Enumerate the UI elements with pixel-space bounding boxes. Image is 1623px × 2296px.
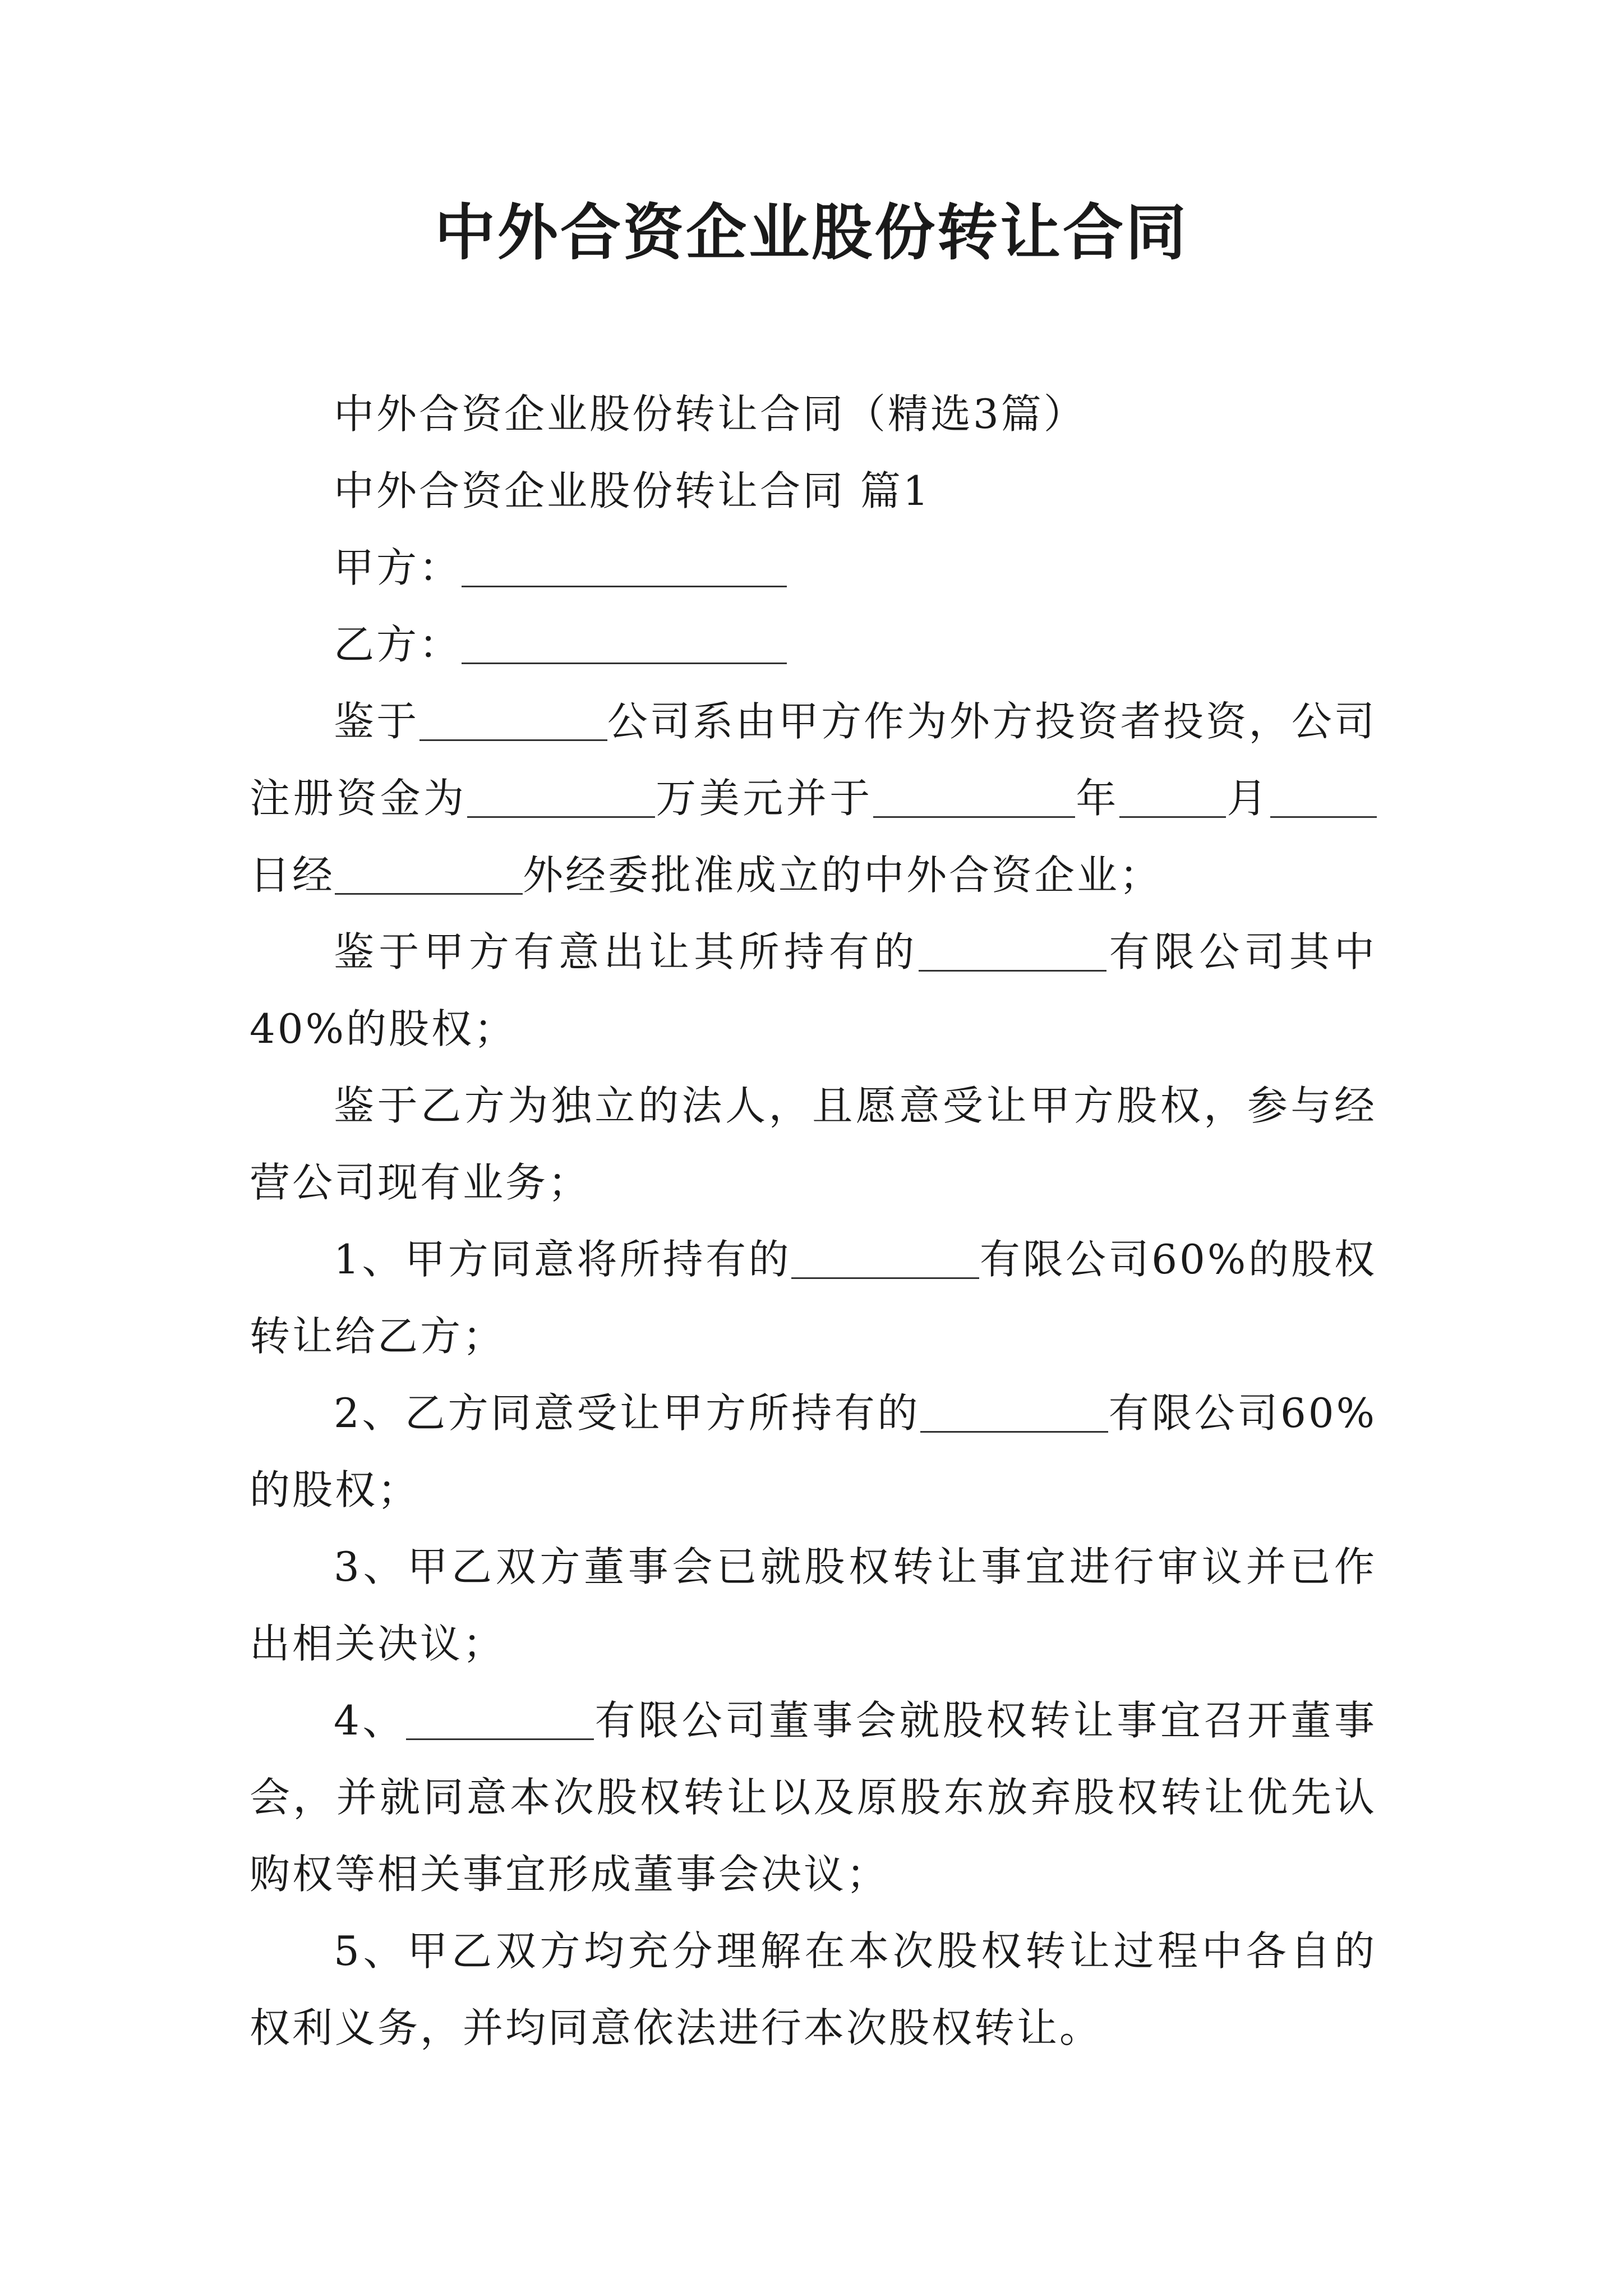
recital-2-text: 鉴于甲方有意出让其所持有的 <box>334 928 919 976</box>
company-name-blank <box>419 700 607 741</box>
company-name-blank <box>920 1392 1108 1433</box>
item-2 <box>250 1375 1377 1529</box>
month-blank <box>1119 777 1226 818</box>
item-5: 5、甲乙双方均充分理解在本次股权转让过程中各自的权利义务，并均同意依法进行本次股权转让。 <box>250 1927 1377 2051</box>
party-b-blank <box>462 623 787 664</box>
party-a-label: 甲方： <box>334 544 462 591</box>
party-a-blank <box>462 546 787 587</box>
recital-1-text: 鉴于 <box>334 698 419 745</box>
recital-1-text: 年 <box>1075 775 1119 822</box>
item-1-text: 有限公司60%的股权转让给乙方； <box>250 1236 1377 1360</box>
recital-1-text: 日经 <box>250 852 335 899</box>
approval-authority-blank <box>335 854 523 895</box>
item-2-text: 2、乙方同意受让甲方所持有的 <box>334 1389 921 1437</box>
party-b-line <box>250 606 1377 683</box>
recital-1-text: 外经委批准成立的中外合资企业； <box>523 852 1163 899</box>
year-blank <box>873 777 1075 818</box>
recital-2 <box>250 914 1377 1068</box>
item-4 <box>250 1682 1377 1913</box>
document-title: 中外合资企业股份转让合同 <box>434 197 1188 268</box>
party-b-label: 乙方： <box>334 621 462 668</box>
section-heading: 中外合资企业股份转让合同 篇1 <box>334 467 931 514</box>
item-4-text: 4、 <box>334 1697 406 1744</box>
recital-1-text: 公司系由甲方作为外方投资者投资，公司注册资金为 <box>250 698 1377 822</box>
recital-1-text: 万美元并于 <box>654 775 873 822</box>
company-name-blank <box>791 1238 979 1279</box>
capital-amount-blank <box>467 777 655 818</box>
item-1-text: 1、甲方同意将所持有的 <box>334 1236 792 1283</box>
party-a-line <box>250 530 1377 606</box>
item-1 <box>250 1221 1377 1375</box>
item-2-text: 有限公司60%的股权； <box>250 1389 1377 1513</box>
item-4-text: 有限公司董事会就股权转让事宜召开董事会，并就同意本次股权转让以及原股东放弃股权转让优先认购权等相关事宜形成董事会决议； <box>250 1697 1377 1898</box>
document-body <box>250 376 1377 2067</box>
company-name-blank <box>406 1699 594 1740</box>
document-subtitle: 中外合资企业股份转让合同（精选3篇） <box>334 390 1086 438</box>
day-blank <box>1270 777 1377 818</box>
company-name-blank <box>919 931 1106 972</box>
item-3: 3、甲乙双方董事会已就股权转让事宜进行审议并已作出相关决议； <box>250 1543 1377 1667</box>
recital-1 <box>250 683 1377 914</box>
recital-3: 鉴于乙方为独立的法人，且愿意受让甲方股权，参与经营公司现有业务； <box>250 1082 1377 1206</box>
recital-2-text: 有限公司其中40%的股权； <box>250 928 1377 1052</box>
recital-1-text: 月 <box>1225 775 1270 822</box>
